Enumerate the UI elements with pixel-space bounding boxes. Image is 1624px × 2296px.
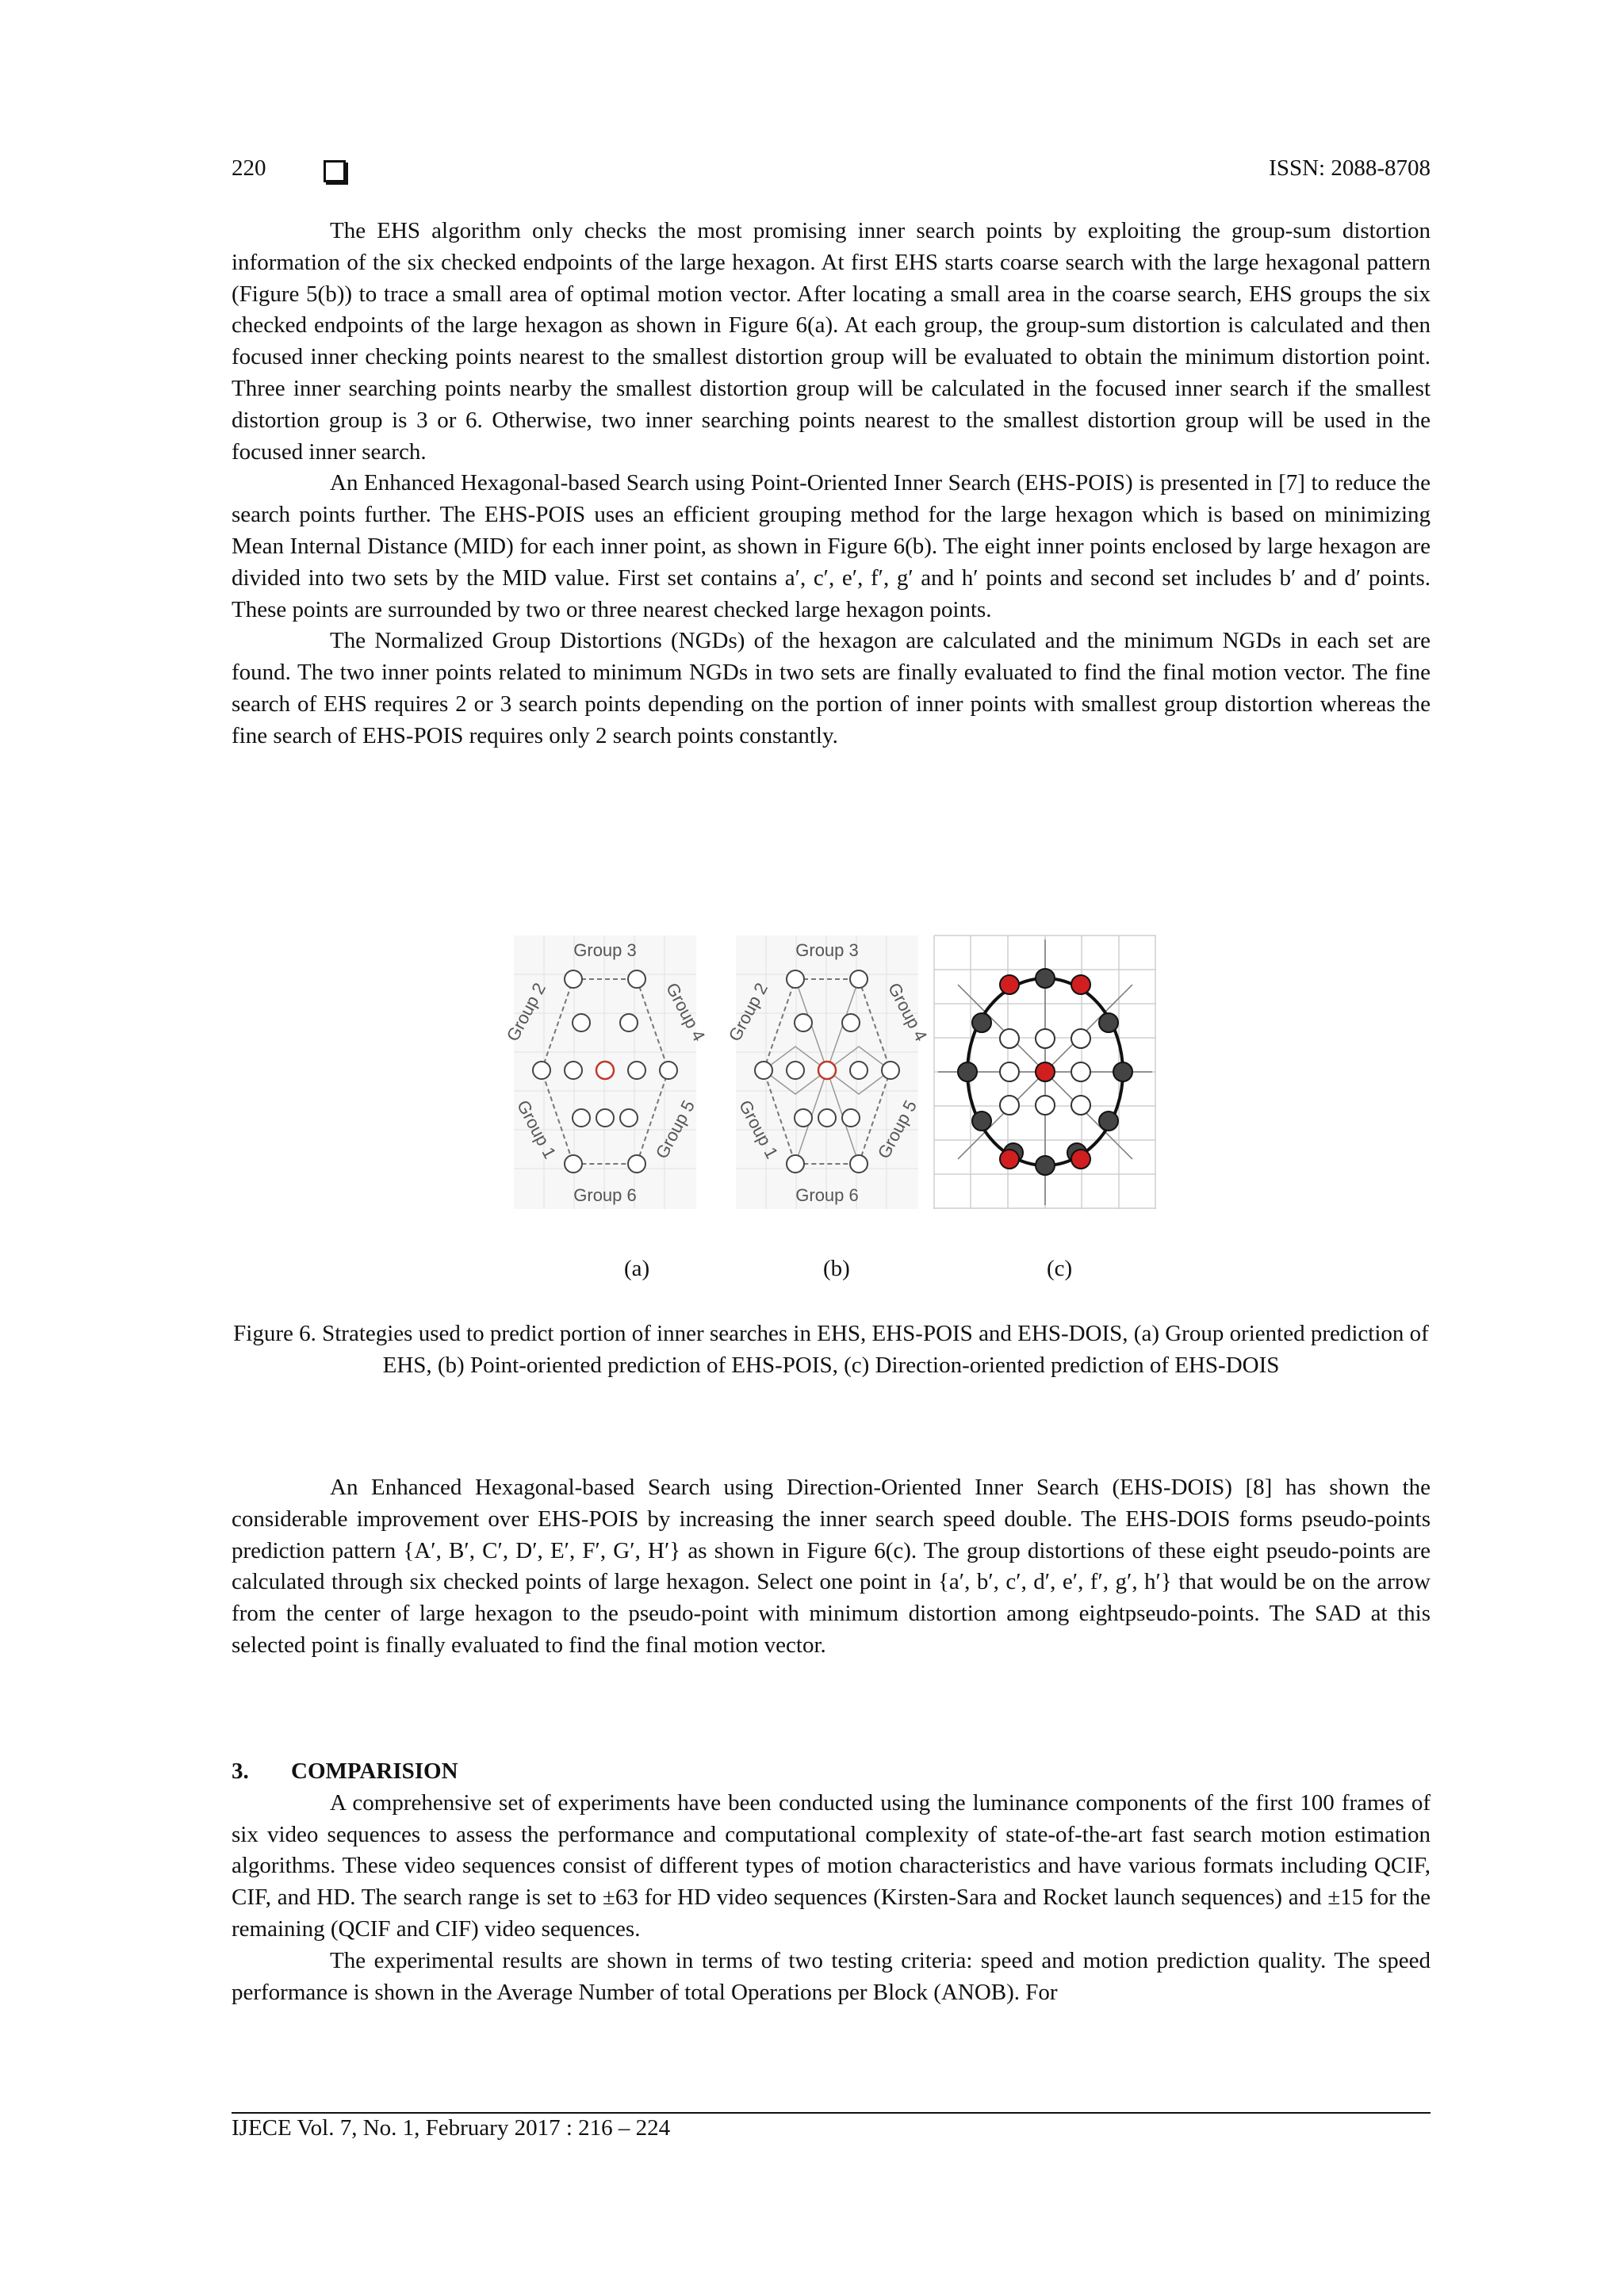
section-heading [232, 1756, 1431, 1788]
group-4-label: Group 4 [661, 979, 710, 1045]
figure-caption: Figure 6. Strategies used to predict portion of inner searches in EHS, EHS-POIS and EHS-DOIS, (a) Group oriented prediction of EHS, (b) Point-oriented prediction of EHS-POIS, (c) Direction-oriented prediction of EHS-DOIS [233, 1321, 1429, 1378]
checkbox-square-icon [324, 160, 346, 182]
paragraph-ehs-pois: An Enhanced Hexagonal-based Search using Point-Oriented Inner Search (EHS-POIS) is presented in [7] to reduce the search points further. The EHS-POIS uses an efficient grouping method for the large hexagon which is based on minimizing Mean Internal Distance (MID) for each inner point, as shown in Figure 6(b). The eight inner points enclosed by large hexagon are divided into two sets by the MID value. First set contains a′, c′, e′, f′, g′ and h′ points and second set includes b′ and d′ points. These points are surrounded by two or three nearest checked large hexagon points. [232, 470, 1431, 622]
subfigure-label-b: (b) [823, 1256, 850, 1281]
group-1-label: Group 1 [512, 1096, 561, 1162]
group-1-label: Group 1 [734, 1096, 783, 1162]
footer-divider [232, 2112, 1431, 2114]
group-3-label: Group 3 [795, 940, 859, 960]
body-text-top [232, 216, 1431, 752]
group-5-label: Group 5 [873, 1096, 921, 1162]
group-6-label: Group 6 [573, 1185, 637, 1205]
group-5-label: Group 5 [651, 1096, 699, 1162]
footer-citation: IJECE Vol. 7, No. 1, February 2017 : 216 – 224 [232, 2115, 671, 2141]
subfigure-labels [232, 1256, 1431, 1288]
paragraph-ehs: The EHS algorithm only checks the most promising inner search points by exploiting the group-sum distortion information of the six checked endpoints of the large hexagon. At first EHS starts coarse search with the large hexagonal pattern (Figure 5(b)) to trace a small area of optimal motion vector. After locating a small area in the coarse search, EHS groups the six checked endpoints of the large hexagon as shown in Figure 6(a). At each group, the group-sum distortion is calculated and then focused inner checking points nearest to the smallest distortion group will be evaluated to obtain the minimum distortion point. Three inner searching points nearby the smallest distortion group will be calculated in the focused inner search if the smallest distortion group is 3 or 6. Otherwise, two inner searching points nearest to the smallest distortion group will be used in the focused inner search. [232, 218, 1431, 465]
paragraph-results: The experimental results are shown in terms of two testing criteria: speed and motion prediction quality. The speed performance is shown in the Average Number of total Operations per Block (ANOB). For [232, 1947, 1431, 2005]
paragraph-experiments: A comprehensive set of experiments have been conducted using the luminance components of the first 100 frames of six video sequences to assess the performance and computational complexity of state-of-the-art fast search motion estimation algorithms. These video sequences consist of different types of motion characteristics and have various formats including QCIF, CIF, and HD. The search range is set to ±63 for HD video sequences (Kirsten-Sara and Rocket launch sequences) and ±15 for the remaining (QCIF and CIF) video sequences. [232, 1789, 1431, 1942]
section-title: COMPARISION [291, 1758, 458, 1784]
figure-6 [502, 936, 1156, 1213]
subfigure-label-a: (a) [624, 1256, 650, 1281]
group-2-label: Group 2 [502, 979, 550, 1045]
paragraph-ngd: The Normalized Group Distortions (NGDs) of the hexagon are calculated and the minimum NGDs in each set are found. The two inner points related to minimum NGDs in two sets are finally evaluated to find the final motion vector. The fine search of EHS requires 2 or 3 search points depending on the portion of inner points with smallest group distortion whereas the fine search of EHS-POIS requires only 2 search points constantly. [232, 628, 1431, 748]
body-text-dois [232, 1472, 1431, 1662]
issn: ISSN: 2088-8708 [1269, 155, 1431, 181]
paragraph-ehs-dois: An Enhanced Hexagonal-based Search using Direction-Oriented Inner Search (EHS-DOIS) [8] has shown the considerable improvement over EHS-POIS by increasing the inner search speed double. The EHS-DOIS forms pseudo-points prediction pattern {A′, B′, C′, D′, E′, F′, G′, H′} as shown in Figure 6(c). The group distortions of these eight pseudo-points are calculated through six checked points of large hexagon. Select one point in {a′, b′, c′, d′, e′, f′, g′, h′} that would be on the arrow from the center of large hexagon to the pseudo-point with minimum distortion among eightpseudo-points. The SAD at this selected point is finally evaluated to find the final motion vector. [232, 1475, 1431, 1658]
section-number: 3. [232, 1758, 249, 1784]
page-number: 220 [232, 155, 266, 181]
page-header [232, 155, 1431, 187]
figure-6a [502, 936, 710, 1209]
group-3-label: Group 3 [573, 940, 637, 960]
group-2-label: Group 2 [724, 979, 772, 1045]
group-4-label: Group 4 [883, 979, 932, 1045]
section-comparision [232, 1756, 1431, 2008]
subfigure-label-c: (c) [1047, 1256, 1073, 1281]
figure-6c [934, 936, 1156, 1209]
figure-6b [724, 936, 932, 1209]
group-6-label: Group 6 [795, 1185, 859, 1205]
